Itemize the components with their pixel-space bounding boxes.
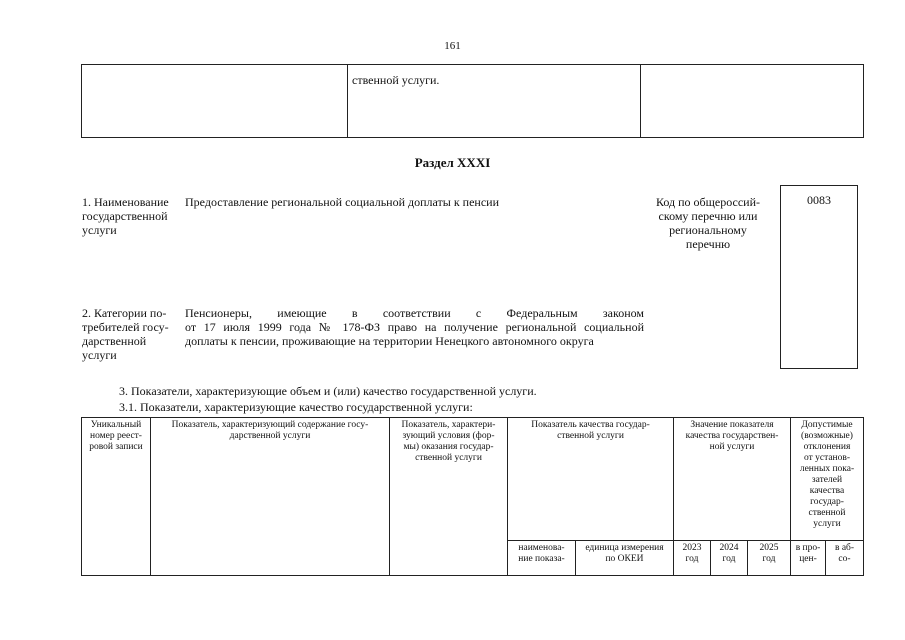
subheader-absolute: в аб- со- [826,541,864,576]
service-name-value: Предоставление региональной социальной доплаты к пенсии [185,195,500,209]
column-divider [640,65,641,137]
item-3-heading: 3. Показатели, характеризующие объем и (или) качество государственной услуги. [119,384,537,398]
header-allowed-deviation: Допустимые (возможные) отклонения от установ- ленных пока- зателей качества государ- ственной услуги [791,418,864,541]
subheader-percent: в про- цен- [791,541,826,576]
subheader-year-2023: 2023 год [674,541,711,576]
continuation-table [81,64,864,138]
header-conditions-indicator: Показатель, характери- зующий условия (фор- мы) оказания государ- ственной услуги [390,418,508,576]
subheader-indicator-name: наименова- ние показа- [508,541,576,576]
continuation-text: ственной услуги. [352,73,440,87]
subheader-year-2025: 2025 год [748,541,791,576]
item-3-1-heading: 3.1. Показатели, характеризующие качество государственной услуги: [119,400,473,414]
subheader-year-2024: 2024 год [711,541,748,576]
section-title: Раздел XXXI [414,155,491,170]
subheader-unit: единица измерения по ОКЕИ [576,541,674,576]
header-content-indicator: Показатель, характеризующий содержание госу- дарственной услуги [151,418,390,576]
header-indicator-value: Значение показателя качества государствен- ной услуги [674,418,791,541]
service-name-label: 1. Наименование государственной услуги [82,195,169,237]
quality-indicators-table [81,417,864,576]
code-box [780,185,858,369]
page-number: 161 [444,40,461,52]
column-divider [347,65,348,137]
header-quality-indicator: Показатель качества государ- ственной услуги [508,418,674,541]
categories-label: 2. Категории по- требителей госу- дарственной услуги [82,306,169,362]
categories-value: Пенсионеры, имеющие в соответствии с Федеральным законом от 17 июля 1999 года № 178-ФЗ право на получение региональной социальной доплаты к пенсии, проживающие на территории Ненецкого автономного округа [185,306,644,348]
header-unique-number: Уникальный номер реест- ровой записи [82,418,151,576]
code-value: 0083 [807,193,831,207]
code-label: Код по общероссий- скому перечню или региональному перечню [655,195,761,251]
